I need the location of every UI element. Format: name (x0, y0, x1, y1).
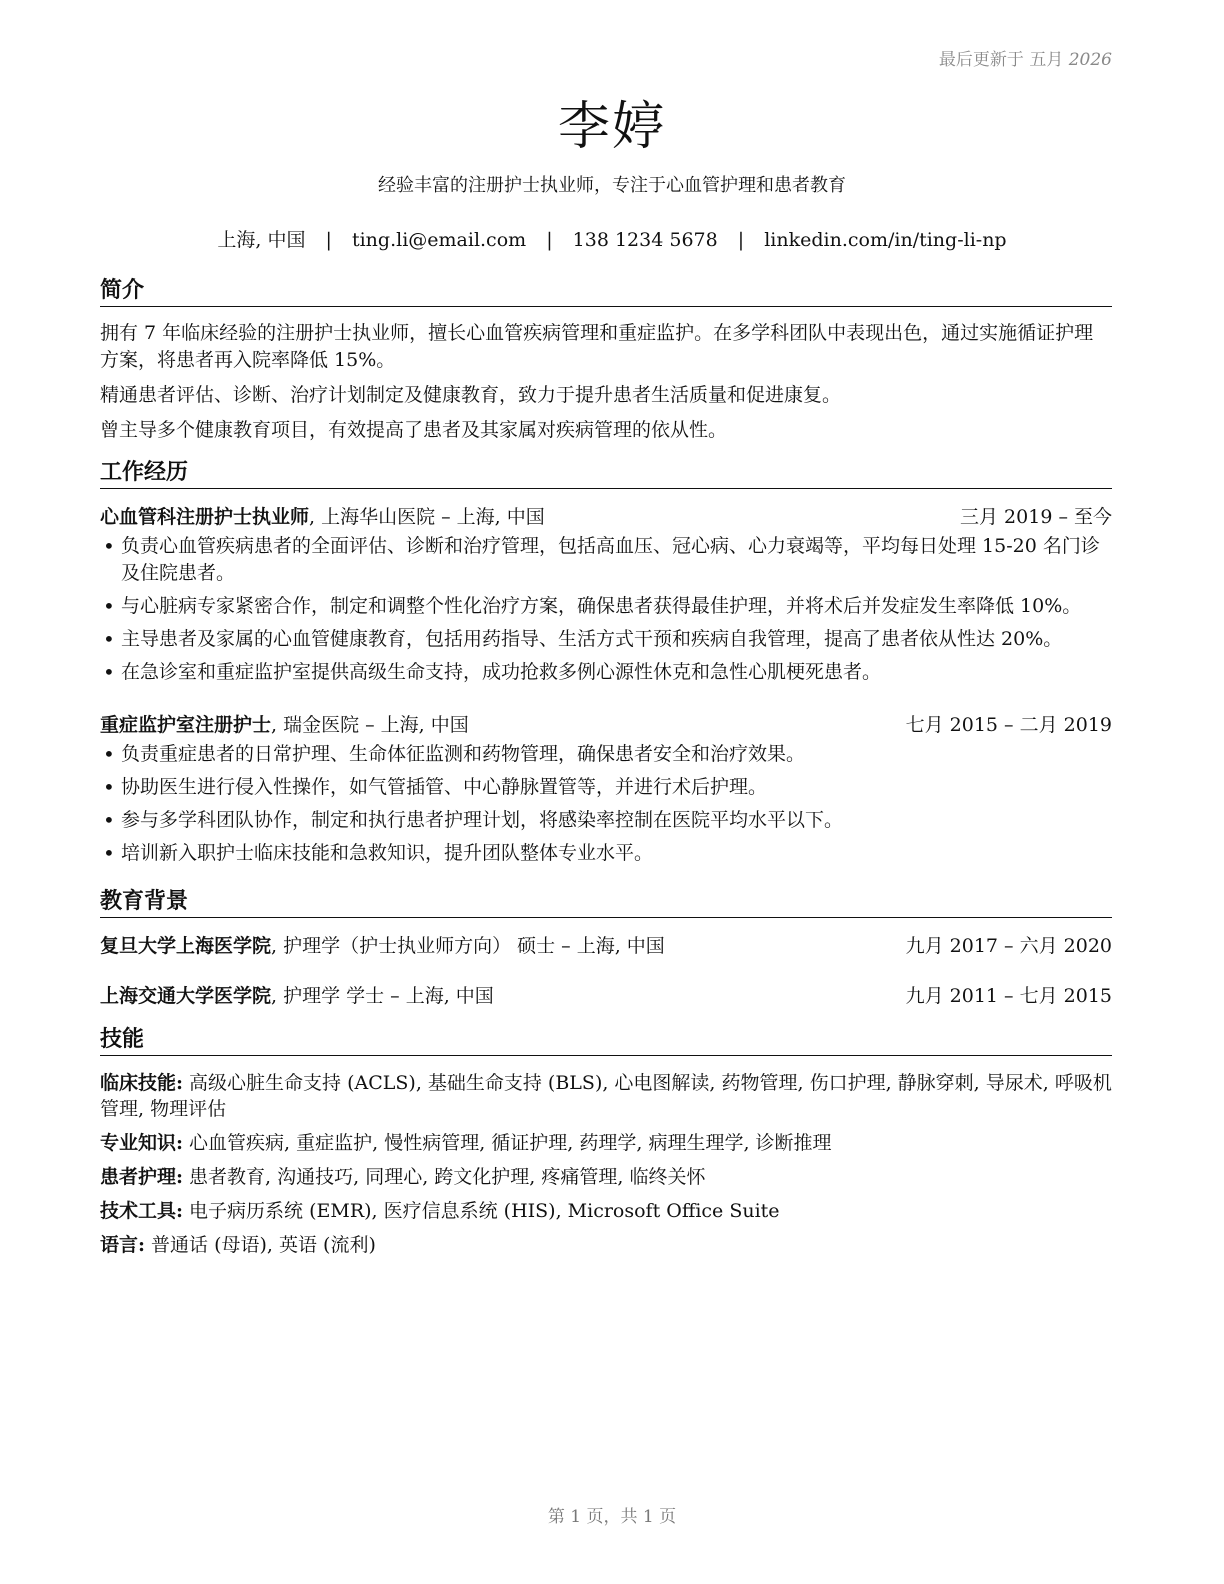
summary-section (100, 320, 1112, 452)
contact-line (0, 225, 1224, 252)
job-title-line (100, 712, 469, 738)
skill-label: 语言: (100, 1234, 146, 1256)
section-title-skills: 技能 (100, 1027, 1112, 1056)
education-line (100, 933, 665, 959)
job-title-line (100, 504, 545, 530)
section-title-experience: 工作经历 (100, 460, 1112, 489)
last-updated-month: 最后更新于 五月 (938, 50, 1064, 70)
contact-separator: | (737, 229, 745, 251)
job-bullet: • 在急诊室和重症监护室提供高级生命支持，成功抢救多例心源性休克和急性心肌梗死患者。 (100, 659, 1112, 686)
contact-location: 上海, 中国 (217, 229, 306, 251)
contact-phone[interactable]: 138 1234 5678 (572, 229, 718, 251)
job-dates: 三月 2019 – 至今 (960, 506, 1112, 528)
contact-email[interactable]: ting.li@email.com (351, 229, 527, 251)
section-title-education: 教育背景 (100, 889, 1112, 918)
skill-value: 普通话 (母语), 英语 (流利) (145, 1234, 376, 1256)
job-entry (100, 712, 1112, 873)
candidate-name: 李婷 (557, 97, 666, 157)
skill-row (100, 1070, 1112, 1122)
section-title-summary: 简介 (100, 278, 1112, 307)
contact-separator: | (325, 229, 332, 251)
education-line (100, 983, 494, 1009)
skill-label: 患者护理: (100, 1166, 184, 1188)
last-updated-year: 2026 (1068, 50, 1112, 70)
skill-row (100, 1164, 1112, 1190)
skill-label: 临床技能: (100, 1072, 184, 1094)
education-header (100, 933, 1112, 959)
last-updated (939, 45, 1112, 70)
job-employer: , 瑞金医院 – 上海, 中国 (271, 714, 469, 736)
skill-value: 高级心脏生命支持 (ACLS), 基础生命支持 (BLS), 心电图解读, 药物管理, 伤口护理, 静脉穿刺, 导尿术, 呼吸机管理, 物理评估 (100, 1072, 1112, 1120)
skill-label: 技术工具: (100, 1200, 184, 1222)
contact-separator: | (546, 229, 553, 251)
education-school: 上海交通大学医学院 (100, 985, 272, 1007)
skill-value: 心血管疾病, 重症监护, 慢性病管理, 循证护理, 药理学, 病理生理学, 诊断推理 (183, 1132, 832, 1154)
education-dates: 九月 2011 – 七月 2015 (905, 985, 1112, 1007)
job-bullet: • 负责心血管疾病患者的全面评估、诊断和治疗管理，包括高血压、冠心病、心力衰竭等，平均每日处理 15-20 名门诊及住院患者。 (100, 533, 1112, 587)
skill-row (100, 1130, 1112, 1156)
education-school: 复旦大学上海医学院 (100, 935, 272, 957)
education-entry (100, 933, 1112, 959)
summary-paragraph: 精通患者评估、诊断、治疗计划制定及健康教育，致力于提升患者生活质量和促进康复。 (100, 384, 842, 406)
education-degree: , 护理学 学士 – 上海, 中国 (271, 985, 494, 1007)
job-header (100, 712, 1112, 738)
job-bullets (100, 533, 1112, 686)
summary-paragraph: 曾主导多个健康教育项目，有效提高了患者及其家属对疾病管理的依从性。 (100, 419, 728, 441)
skill-row (100, 1198, 1112, 1224)
job-entry (100, 504, 1112, 692)
education-degree: , 护理学（护士执业师方向） 硕士 – 上海, 中国 (271, 935, 665, 957)
contact-linkedin[interactable]: linkedin.com/in/ting-li-np (764, 229, 1007, 251)
summary-paragraph: 拥有 7 年临床经验的注册护士执业师，擅长心血管疾病管理和重症监护。在多学科团队中表现出色，通过实施循证护理方案，将患者再入院率降低 15%。 (100, 322, 1094, 371)
job-header (100, 504, 1112, 530)
education-dates: 九月 2017 – 六月 2020 (905, 935, 1112, 957)
job-role: 重症监护室注册护士 (100, 714, 272, 736)
tagline: 经验丰富的注册护士执业师，专注于心血管护理和患者教育 (378, 175, 846, 196)
job-bullet: • 与心脏病专家紧密合作，制定和调整个性化治疗方案，确保患者获得最佳护理，并将术后并发症发生率降低 10%。 (100, 593, 1112, 620)
job-bullet: • 培训新入职护士临床技能和急救知识，提升团队整体专业水平。 (100, 840, 1112, 867)
job-bullet: • 主导患者及家属的心血管健康教育，包括用药指导、生活方式干预和疾病自我管理，提高了患者依从性达 20%。 (100, 626, 1112, 653)
education-entry (100, 983, 1112, 1009)
job-bullet: • 负责重症患者的日常护理、生命体征监测和药物管理，确保患者安全和治疗效果。 (100, 741, 1112, 768)
skills-section (100, 1070, 1112, 1266)
skill-row (100, 1232, 1112, 1258)
skill-label: 专业知识: (100, 1132, 184, 1154)
job-role: 心血管科注册护士执业师 (100, 506, 310, 528)
job-dates: 七月 2015 – 二月 2019 (905, 714, 1112, 736)
education-header (100, 983, 1112, 1009)
job-bullet: • 参与多学科团队协作，制定和执行患者护理计划，将感染率控制在医院平均水平以下。 (100, 807, 1112, 834)
job-employer: , 上海华山医院 – 上海, 中国 (309, 506, 545, 528)
page-number: 第 1 页，共 1 页 (547, 1507, 677, 1527)
skill-value: 患者教育, 沟通技巧, 同理心, 跨文化护理, 疼痛管理, 临终关怀 (183, 1166, 706, 1188)
job-bullets (100, 741, 1112, 867)
skill-value: 电子病历系统 (EMR), 医疗信息系统 (HIS), Microsoft Office Suite (183, 1200, 780, 1222)
job-bullet: • 协助医生进行侵入性操作，如气管插管、中心静脉置管等，并进行术后护理。 (100, 774, 1112, 801)
